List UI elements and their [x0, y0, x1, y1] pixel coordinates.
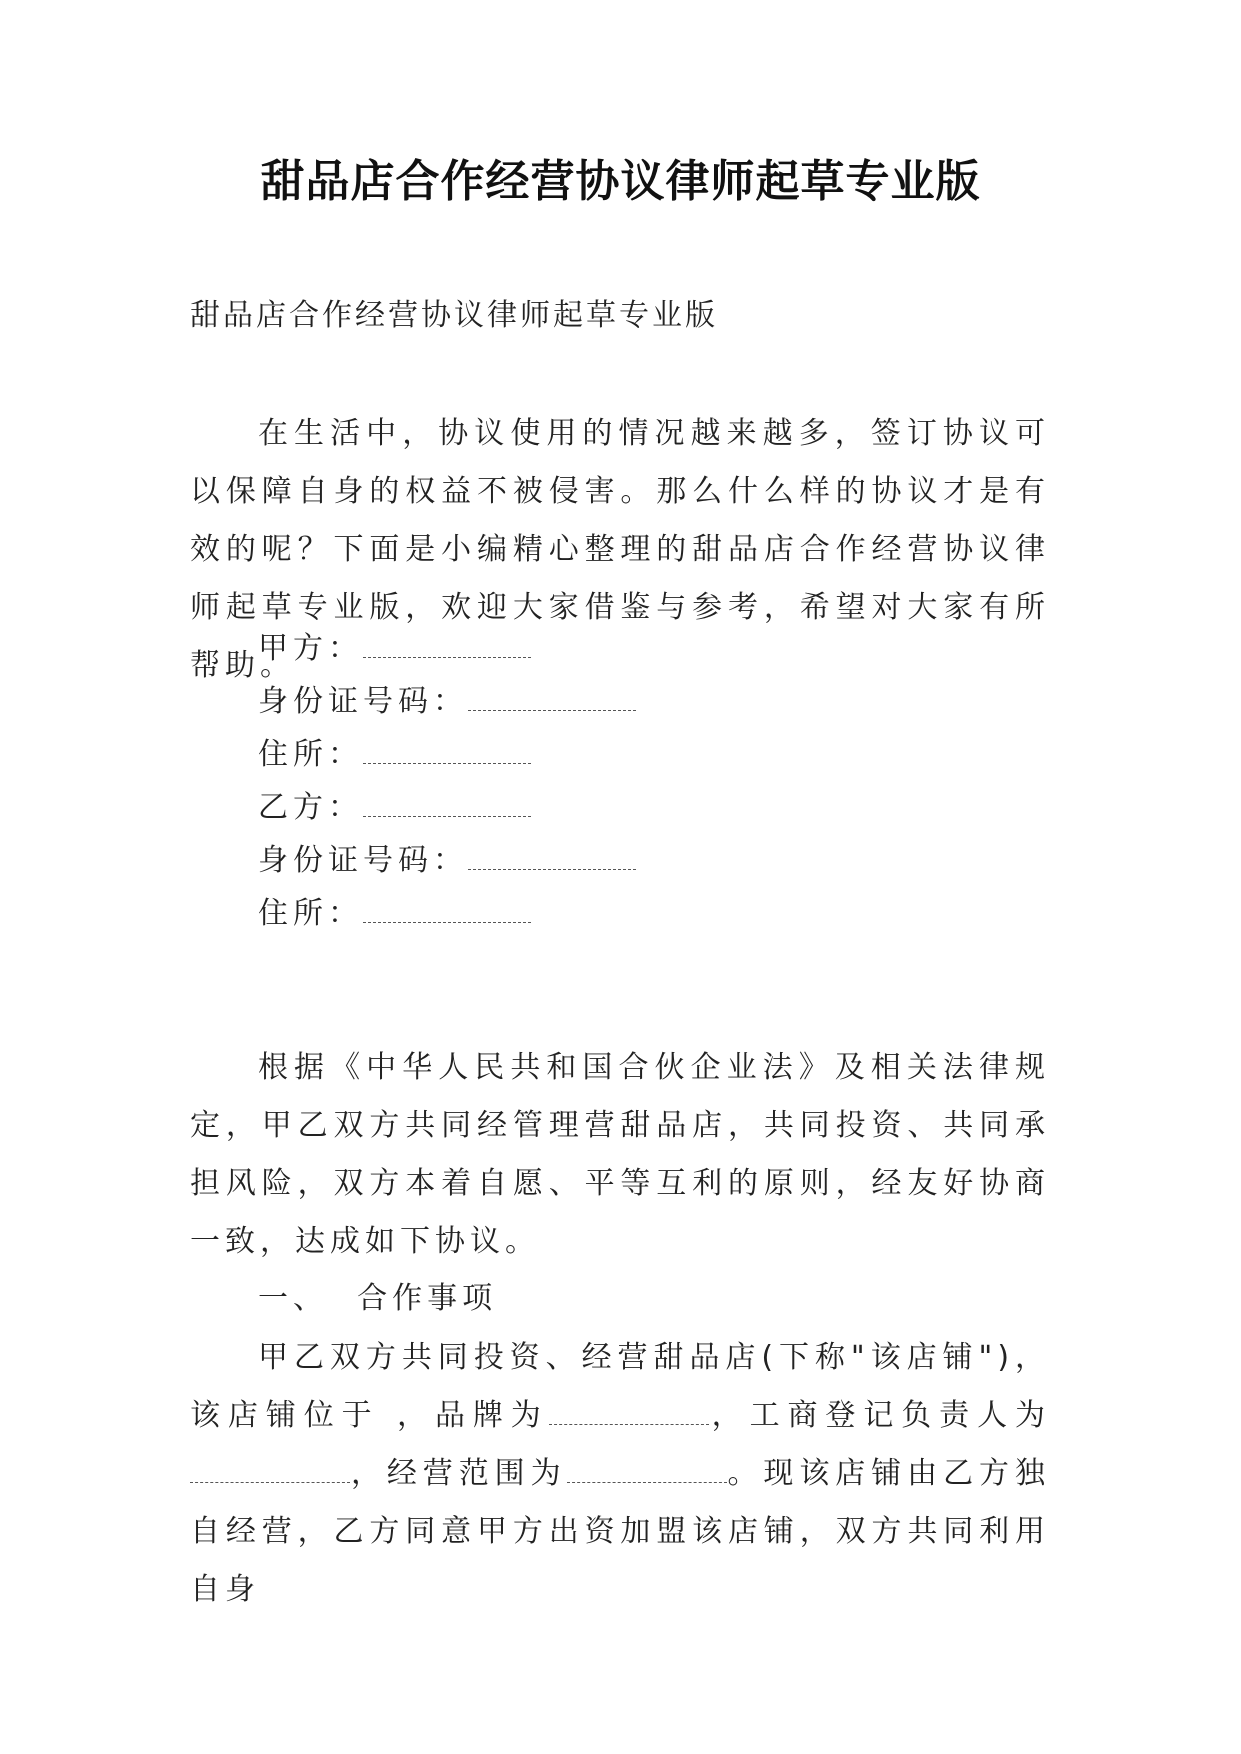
cooperation-text-4: 。现该店铺由乙方独自经营，乙方同意甲方出资加盟该店铺，双方共同利用自身: [190, 1456, 1050, 1607]
document-title: 甜品店合作经营协议律师起草专业版: [260, 156, 981, 207]
party-a-address-field: [258, 726, 531, 784]
field-label: 身份证号码：: [258, 684, 468, 719]
field-blank: [363, 900, 531, 923]
document-subtitle: 甜品店合作经营协议律师起草专业版: [190, 298, 718, 333]
field-label: 甲方：: [258, 631, 363, 666]
cooperation-text-3: ，经营范围为: [350, 1456, 567, 1491]
intro-paragraph: 在生活中，协议使用的情况越来越多，签订协议可以保障自身的权益不被侵害。那么什么样的协议才是有效的呢？下面是小编精心整理的甜品店合作经营协议律师起草专业版，欢迎大家借鉴与参考，希望对大家有所帮助。: [190, 416, 1050, 683]
field-label: 身份证号码：: [258, 843, 468, 878]
field-label: 乙方：: [258, 790, 363, 825]
party-a-id-field: [258, 673, 636, 731]
field-label: 住所：: [258, 896, 363, 931]
cooperation-text-2: ，工商登记负责人为: [708, 1398, 1051, 1433]
registrant-blank: [190, 1460, 350, 1483]
party-b-address-field: [258, 885, 531, 943]
business-scope-blank: [567, 1460, 727, 1483]
cooperation-paragraph: [190, 1329, 1050, 1619]
party-b-field: [258, 779, 531, 837]
party-b-id-field: [258, 832, 636, 890]
field-blank: [363, 741, 531, 764]
law-basis-paragraph: 根据《中华人民共和国合伙企业法》及相关法律规定，甲乙双方共同经管理营甜品店，共同投资、共同承担风险，双方本着自愿、平等互利的原则，经友好协商一致，达成如下协议。: [190, 1050, 1050, 1259]
field-blank: [468, 688, 636, 711]
brand-blank: [549, 1402, 709, 1425]
field-blank: [468, 847, 636, 870]
field-blank: [363, 794, 531, 817]
party-a-field: [258, 620, 531, 678]
field-label: 住所：: [258, 737, 363, 772]
cooperation-text-1: 甲乙双方共同投资、经营甜品店(下称"该店铺")，该店铺位于 ，品牌为: [190, 1340, 1050, 1433]
section-heading-cooperation: 一、 合作事项: [258, 1281, 498, 1316]
field-blank: [363, 635, 531, 658]
